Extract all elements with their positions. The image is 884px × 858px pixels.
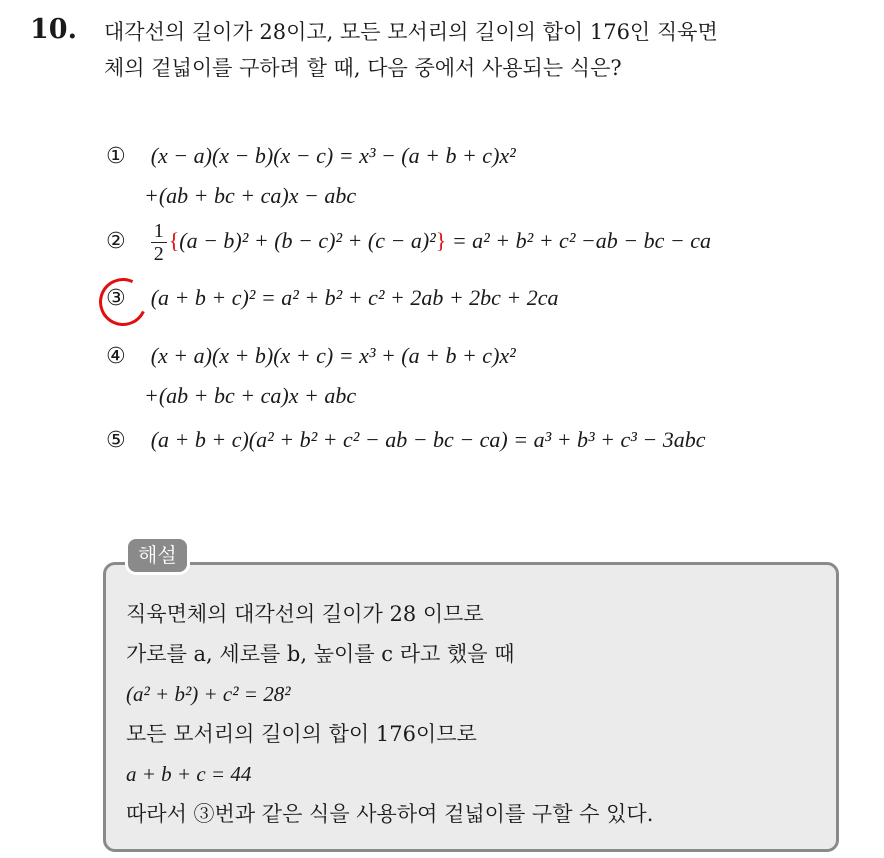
fraction-one-half bbox=[151, 220, 167, 265]
solution-line-2: 가로를 a, 세로를 b, 높이를 c 라고 했을 때 bbox=[126, 642, 515, 666]
option-4-mark: ④ bbox=[106, 344, 126, 369]
option-1-mark: ① bbox=[106, 144, 126, 169]
option-5[interactable] bbox=[106, 427, 705, 453]
option-5-expression: (a + b + c)(a² + b² + c² − ab − bc − ca) = a³ + b³ + c³ − 3abc bbox=[150, 427, 706, 452]
option-1-continuation: +(ab + bc + ca)x − abc bbox=[144, 183, 357, 208]
option-2-brace-open: { bbox=[168, 228, 180, 253]
option-5-mark: ⑤ bbox=[106, 428, 126, 453]
option-3[interactable] bbox=[106, 285, 559, 311]
question-line-2: 체의 겉넓이를 구하려 할 때, 다음 중에서 사용되는 식은? bbox=[104, 56, 622, 80]
solution-tag: 해설 bbox=[128, 539, 187, 572]
solution-text bbox=[126, 594, 653, 834]
solution-line-3: (a² + b²) + c² = 28² bbox=[126, 682, 291, 706]
question-number: 10. bbox=[30, 14, 77, 45]
option-2-rhs: = a² + b² + c² −ab − bc − ca bbox=[446, 228, 711, 253]
option-2-inner: (a − b)² + (b − c)² + (c − a)² bbox=[179, 228, 436, 253]
option-4[interactable] bbox=[106, 343, 516, 408]
question-line-1: 대각선의 길이가 28이고, 모든 모서리의 길이의 합이 176인 직육면 bbox=[104, 20, 718, 44]
option-2[interactable] bbox=[106, 220, 711, 265]
solution-line-4: 모든 모서리의 길이의 합이 176이므로 bbox=[126, 722, 477, 746]
option-3-mark: ③ bbox=[106, 286, 126, 311]
solution-line-1: 직육면체의 대각선의 길이가 28 이므로 bbox=[126, 602, 484, 626]
option-1-expression: (x − a)(x − b)(x − c) = x³ − (a + b + c)x² bbox=[150, 143, 516, 168]
question-text bbox=[104, 14, 874, 86]
fraction-denominator: 2 bbox=[153, 243, 164, 265]
solution-line-5: a + b + c = 44 bbox=[126, 762, 252, 786]
option-4-expression: (x + a)(x + b)(x + c) = x³ + (a + b + c)x² bbox=[150, 343, 516, 368]
option-3-expression: (a + b + c)² = a² + b² + c² + 2ab + 2bc + 2ca bbox=[150, 285, 559, 310]
option-2-brace-close: } bbox=[435, 228, 447, 253]
option-1[interactable] bbox=[106, 143, 516, 208]
fraction-numerator: 1 bbox=[151, 220, 167, 243]
solution-line-6: 따라서 ③번과 같은 식을 사용하여 겉넓이를 구할 수 있다. bbox=[126, 802, 654, 826]
option-4-continuation: +(ab + bc + ca)x + abc bbox=[144, 383, 357, 408]
option-2-mark: ② bbox=[106, 229, 126, 254]
